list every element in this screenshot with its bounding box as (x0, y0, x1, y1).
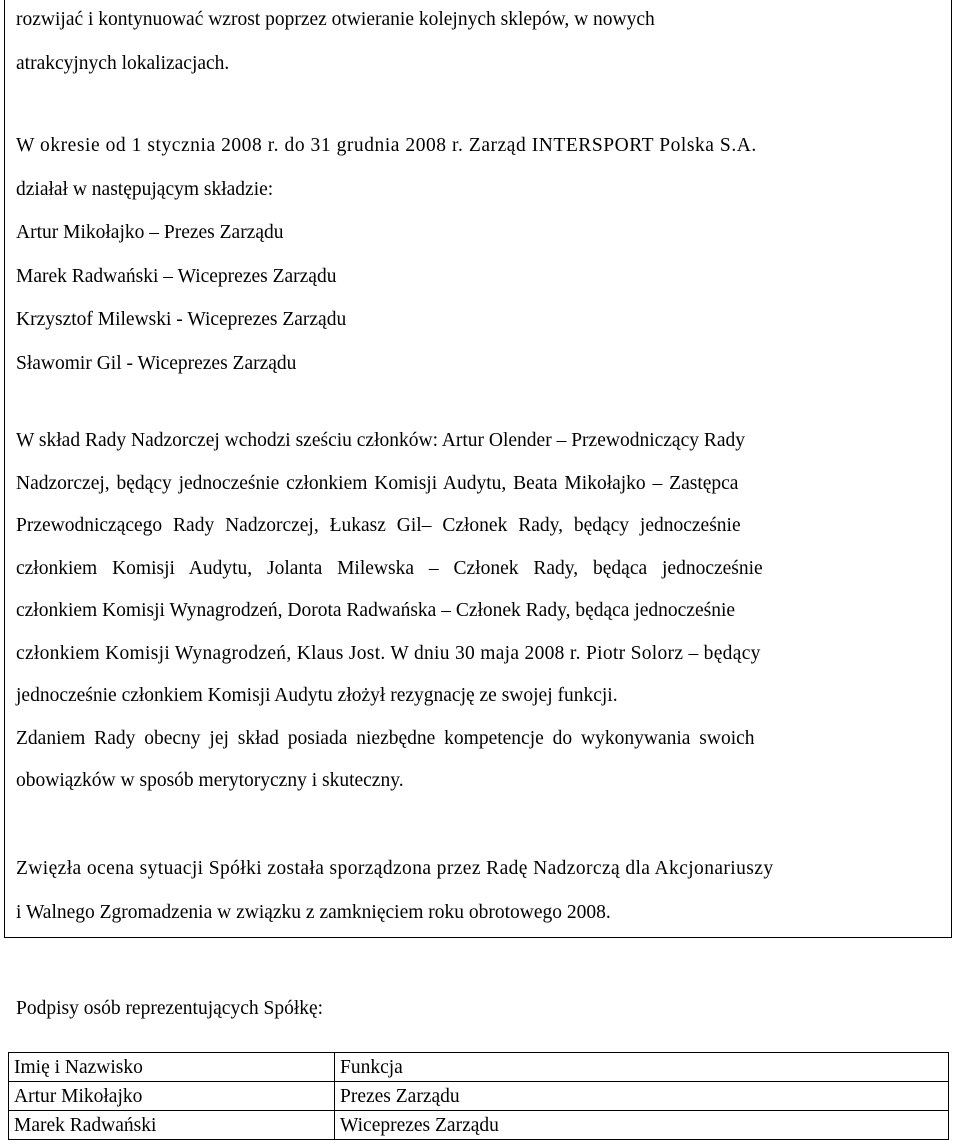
text-line: Przewodniczącego Rady Nadzorczej, Łukasz Gil– Członek Rady, będący jednocześnie (16, 515, 741, 536)
text-line: jednocześnie członkiem Komisji Audytu złożył rezygnację ze swojej funkcji. (16, 685, 618, 706)
signatures-heading: Podpisy osób reprezentujących Spółkę: (16, 998, 324, 1019)
table-row (9, 1082, 949, 1111)
paragraph-strategy (16, 0, 938, 85)
text-line: obowiązków w sposób merytoryczny i skuteczny. (16, 770, 404, 791)
text-line: Zdaniem Rady obecny jej skład posiada niezbędne kompetencje do wykonywania swoich (16, 727, 755, 749)
board-member: Artur Mikołajko – Prezes Zarządu (16, 222, 284, 243)
cell-name: Artur Mikołajko (9, 1082, 335, 1111)
text-line: Zwięzła ocena sytuacji Spółki została sporządzona przez Radę Nadzorczą dla Akcjonariuszy (16, 858, 774, 879)
paragraph-supervisory-board (16, 420, 938, 803)
board-member: Sławomir Gil - Wiceprezes Zarządu (16, 352, 297, 374)
header-function: Funkcja (335, 1053, 949, 1082)
text-line: działał w następującym składzie: (16, 178, 274, 200)
text-line: W skład Rady Nadzorczej wchodzi sześciu członków: Artur Olender – Przewodniczący Rady (16, 430, 746, 451)
cell-function: Wiceprezes Zarządu (335, 1111, 949, 1140)
text-line: członkiem Komisji Wynagrodzeń, Klaus Jost. W dniu 30 maja 2008 r. Piotr Solorz – będący (16, 642, 761, 664)
board-member: Krzysztof Milewski - Wiceprezes Zarządu (16, 309, 347, 330)
cell-function: Prezes Zarządu (335, 1082, 949, 1111)
text-line: i Walnego Zgromadzenia w związku z zamknięciem roku obrotowego 2008. (16, 901, 611, 923)
text-line: członkiem Komisji Wynagrodzeń, Dorota Radwańska – Członek Rady, będąca jednocześnie (16, 600, 736, 621)
table-row (9, 1111, 949, 1140)
text-line: członkiem Komisji Audytu, Jolanta Milewska – Członek Rady, będąca jednocześnie (16, 557, 763, 579)
text-line: rozwijać i kontynuować wzrost poprzez otwieranie kolejnych sklepów, w nowych (16, 9, 655, 30)
header-name: Imię i Nazwisko (9, 1053, 335, 1082)
cell-name: Marek Radwański (9, 1111, 335, 1140)
table-header-row (9, 1053, 949, 1082)
text-line: Nadzorczej, będący jednocześnie członkiem Komisji Audytu, Beata Mikołajko – Zastępca (16, 472, 739, 494)
board-member: Marek Radwański – Wiceprezes Zarządu (16, 265, 337, 287)
signatures-table (8, 1052, 949, 1140)
paragraph-management-board (16, 124, 938, 385)
text-line: W okresie od 1 stycznia 2008 r. do 31 grudnia 2008 r. Zarząd INTERSPORT Polska S.A. (16, 135, 757, 156)
text-line: atrakcyjnych lokalizacjach. (16, 52, 230, 74)
paragraph-assessment (16, 847, 938, 934)
